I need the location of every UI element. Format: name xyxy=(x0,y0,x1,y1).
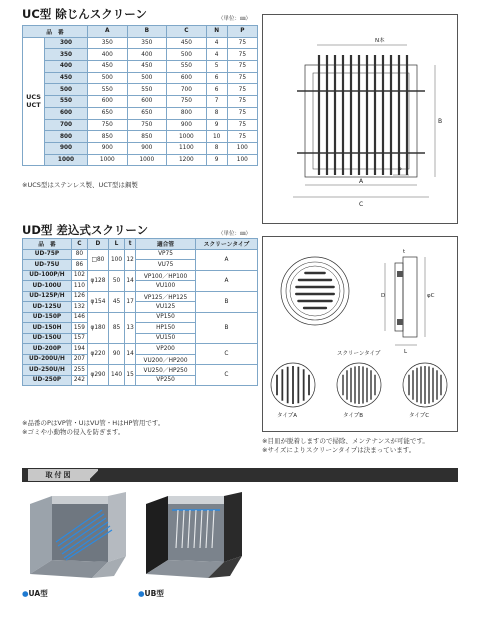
uc-cell: 900 xyxy=(167,119,207,131)
ud-cell-l: 140 xyxy=(109,365,125,386)
ud-cell-d: φ290 xyxy=(87,365,108,386)
uc-cell: 450 xyxy=(127,61,167,73)
ud-dim-d: D xyxy=(381,293,386,299)
uc-header-cell: N xyxy=(206,26,227,38)
ud-header-cell: 品 番 xyxy=(23,239,72,250)
ud-header-cell: t xyxy=(125,239,136,250)
ud-cell-c: 110 xyxy=(71,281,87,292)
ud-part-number: UD-100P/H xyxy=(23,270,72,281)
uc-cell: 800 xyxy=(45,131,88,143)
ud-note-1: ※品番のPはVP管・UはVU管・HはHP管用です。 xyxy=(22,419,165,427)
uc-cell: 7 xyxy=(206,96,227,108)
uc-group-label-2: UCT xyxy=(26,101,41,110)
ua-caption: ●UA型 xyxy=(22,589,48,598)
uc-cell: 600 xyxy=(45,107,88,119)
table-row xyxy=(23,344,258,355)
uc-dim-b: B xyxy=(438,118,443,125)
ud-screen-type-label: スクリーンタイプ xyxy=(337,351,381,357)
ud-part-number: UD-200P xyxy=(23,344,72,355)
uc-cell: 1000 xyxy=(167,131,207,143)
table-row xyxy=(23,119,258,131)
ud-cell-pipe: VU150 xyxy=(136,333,196,344)
uc-cell: 700 xyxy=(167,84,207,96)
ud-cell-c: 255 xyxy=(71,365,87,376)
uc-cell: 550 xyxy=(127,84,167,96)
uc-cell: 75 xyxy=(227,96,257,108)
uc-title: UC型 除じんスクリーン xyxy=(22,7,148,21)
ud-cell-pipe: VP150 xyxy=(136,312,196,323)
ud-part-number: UD-200U/H xyxy=(23,354,72,365)
uc-cell: 550 xyxy=(87,84,127,96)
ud-spec-table xyxy=(22,238,258,386)
uc-cell: 600 xyxy=(167,72,207,84)
ud-cell-type: A xyxy=(195,270,257,291)
uc-cell: 100 xyxy=(227,142,257,154)
uc-cell: 1200 xyxy=(167,154,207,166)
ud-part-number: UD-75U xyxy=(23,260,72,271)
ud-cell-c: 126 xyxy=(71,291,87,302)
uc-cell: 500 xyxy=(167,49,207,61)
table-row xyxy=(23,270,258,281)
ud-cell-c: 159 xyxy=(71,323,87,334)
uc-cell: 850 xyxy=(87,131,127,143)
uc-cell: 500 xyxy=(45,84,88,96)
uc-unit: （単位：㎜） xyxy=(218,16,252,22)
ud-cell-pipe: VU125 xyxy=(136,302,196,313)
uc-cell: 550 xyxy=(45,96,88,108)
uc-cell: 9 xyxy=(206,119,227,131)
ud-cell-c: 80 xyxy=(71,249,87,260)
ud-cell-type: C xyxy=(195,344,257,365)
uc-cell: 350 xyxy=(87,37,127,49)
uc-cell: 600 xyxy=(127,96,167,108)
install-section-bar xyxy=(22,468,458,482)
uc-cell: 500 xyxy=(127,72,167,84)
ud-cell-pipe: VP100／HP100 xyxy=(136,270,196,281)
ud-note-2: ※ゴミや小動物の侵入を防ぎます。 xyxy=(22,428,125,436)
ub-caption-text: UB型 xyxy=(144,589,164,598)
ud-screen-drawing xyxy=(263,237,458,432)
ud-header-cell: D xyxy=(87,239,108,250)
ud-part-number: UD-125P/H xyxy=(23,291,72,302)
uc-cell: 300 xyxy=(45,37,88,49)
uc-cell: 75 xyxy=(227,107,257,119)
uc-cell: 75 xyxy=(227,119,257,131)
ud-header-cell: L xyxy=(109,239,125,250)
ud-cell-c: 157 xyxy=(71,333,87,344)
ud-cell-t: 14 xyxy=(125,270,136,291)
ud-cell-d: φ180 xyxy=(87,312,108,344)
ud-part-number: UD-100U xyxy=(23,281,72,292)
ud-cell-pipe: VU250／HP250 xyxy=(136,365,196,376)
ud-table-header xyxy=(23,239,258,250)
uc-cell: 450 xyxy=(167,37,207,49)
ud-header-cell: スクリーンタイプ xyxy=(195,239,257,250)
uc-header-cell: A xyxy=(87,26,127,38)
ud-cell-c: 242 xyxy=(71,375,87,386)
uc-cell: 750 xyxy=(87,119,127,131)
table-row xyxy=(23,291,258,302)
ud-cell-c: 207 xyxy=(71,354,87,365)
ud-cell-pipe: VU75 xyxy=(136,260,196,271)
uc-cell: 350 xyxy=(127,37,167,49)
uc-cell: 900 xyxy=(127,142,167,154)
ud-part-number: UD-125U xyxy=(23,302,72,313)
uc-group-label xyxy=(23,37,45,166)
ud-cell-d: φ154 xyxy=(87,291,108,312)
table-row xyxy=(23,49,258,61)
table-row xyxy=(23,154,258,166)
ud-table-body xyxy=(23,249,258,386)
uc-cell: 900 xyxy=(87,142,127,154)
ud-type-c-label: タイプC xyxy=(409,413,430,419)
ub-caption: ●UB型 xyxy=(138,589,164,598)
ud-cell-d: φ220 xyxy=(87,344,108,365)
ud-cell-pipe: VU100 xyxy=(136,281,196,292)
table-row xyxy=(23,131,258,143)
ud-part-number: UD-150H xyxy=(23,323,72,334)
uc-cell: 550 xyxy=(167,61,207,73)
uc-cell: 400 xyxy=(127,49,167,61)
uc-cell: 450 xyxy=(45,72,88,84)
ud-cell-type: C xyxy=(195,365,257,386)
ud-header-cell: 適合管 xyxy=(136,239,196,250)
uc-cell: 1000 xyxy=(127,154,167,166)
table-row xyxy=(23,142,258,154)
ud-part-number: UD-150U xyxy=(23,333,72,344)
ud-diagram xyxy=(262,236,458,432)
ud-unit: （単位：㎜） xyxy=(218,231,252,237)
table-row xyxy=(23,365,258,376)
ua-caption-text: UA型 xyxy=(28,589,48,598)
uc-cell: 6 xyxy=(206,72,227,84)
uc-cell: 650 xyxy=(127,107,167,119)
ud-part-number: UD-75P xyxy=(23,249,72,260)
ud-cell-l: 85 xyxy=(109,312,125,344)
ud-type-a-label: タイプA xyxy=(277,413,297,419)
uc-cell: 400 xyxy=(45,61,88,73)
ud-side-note-1: ※目皿が脱着しますので掃除、メンテナンスが可能です。 xyxy=(262,437,429,445)
uc-cell: 75 xyxy=(227,61,257,73)
ud-part-number: UD-150P xyxy=(23,312,72,323)
uc-cell: 6 xyxy=(206,84,227,96)
table-row xyxy=(23,107,258,119)
uc-cell: 400 xyxy=(87,49,127,61)
ud-dim-c: φC xyxy=(427,293,435,299)
uc-cell: 4 xyxy=(206,49,227,61)
ud-cell-type: A xyxy=(195,249,257,270)
uc-cell: 850 xyxy=(127,131,167,143)
ud-dim-t: t xyxy=(403,249,406,255)
table-row xyxy=(23,72,258,84)
ud-cell-pipe: VP125／HP125 xyxy=(136,291,196,302)
ud-cell-pipe: VU200／HP200 xyxy=(136,354,196,365)
ud-cell-d: φ128 xyxy=(87,270,108,291)
uc-cell: 75 xyxy=(227,84,257,96)
table-row xyxy=(23,37,258,49)
ud-cell-t: 15 xyxy=(125,365,136,386)
uc-dim-p: P xyxy=(398,167,402,174)
uc-screen-drawing xyxy=(263,15,458,224)
uc-cell: 700 xyxy=(45,119,88,131)
ud-cell-c: 102 xyxy=(71,270,87,281)
ud-dim-l: L xyxy=(404,349,408,355)
table-row xyxy=(23,96,258,108)
uc-header-cell: 品 番 xyxy=(23,26,88,38)
ud-cell-pipe: VP250 xyxy=(136,375,196,386)
uc-cell: 500 xyxy=(87,72,127,84)
uc-cell: 5 xyxy=(206,61,227,73)
uc-diagram xyxy=(262,14,458,224)
uc-cell: 1000 xyxy=(87,154,127,166)
ud-cell-t: 12 xyxy=(125,249,136,270)
ud-cell-pipe: VP200 xyxy=(136,344,196,355)
uc-cell: 4 xyxy=(206,37,227,49)
ud-cell-l: 100 xyxy=(109,249,125,270)
install-section-cap xyxy=(90,469,98,481)
table-row xyxy=(23,312,258,323)
ud-cell-l: 90 xyxy=(109,344,125,365)
ud-cell-pipe: HP150 xyxy=(136,323,196,334)
uc-cell: 800 xyxy=(167,107,207,119)
table-row xyxy=(23,61,258,73)
uc-cell: 9 xyxy=(206,154,227,166)
ud-cell-c: 132 xyxy=(71,302,87,313)
uc-cell: 600 xyxy=(87,96,127,108)
ud-cell-type: B xyxy=(195,312,257,344)
ud-title: UD型 差込式スクリーン xyxy=(22,223,149,237)
install-section-title: 取付図 xyxy=(28,469,90,481)
uc-spec-table xyxy=(22,25,258,166)
ud-cell-pipe: VP75 xyxy=(136,249,196,260)
ud-side-note-2: ※サイズによりスクリーンタイプは決まっています。 xyxy=(262,446,416,454)
uc-cell: 1000 xyxy=(45,154,88,166)
ud-cell-t: 17 xyxy=(125,291,136,312)
uc-cell: 8 xyxy=(206,142,227,154)
uc-cell: 10 xyxy=(206,131,227,143)
uc-group-label-1: UCS xyxy=(26,93,41,102)
uc-cell: 1100 xyxy=(167,142,207,154)
uc-cell: 450 xyxy=(87,61,127,73)
ud-cell-t: 13 xyxy=(125,312,136,344)
uc-cell: 8 xyxy=(206,107,227,119)
ud-header-cell: C xyxy=(71,239,87,250)
ud-cell-l: 50 xyxy=(109,270,125,291)
uc-header-cell: B xyxy=(127,26,167,38)
table-row xyxy=(23,84,258,96)
uc-cell: 650 xyxy=(87,107,127,119)
uc-header-cell: P xyxy=(227,26,257,38)
ub-illustration xyxy=(138,490,246,582)
ud-cell-c: 194 xyxy=(71,344,87,355)
uc-cell: 100 xyxy=(227,154,257,166)
uc-cell: 75 xyxy=(227,49,257,61)
uc-dim-c: C xyxy=(359,201,364,208)
ud-cell-d: □80 xyxy=(87,249,108,270)
uc-note: ※UCS型はステンレス製、UCT型は鋼製 xyxy=(22,181,138,189)
table-row xyxy=(23,249,258,260)
uc-cell: 750 xyxy=(127,119,167,131)
uc-cell: 75 xyxy=(227,72,257,84)
ud-cell-t: 14 xyxy=(125,344,136,365)
uc-cell: 350 xyxy=(45,49,88,61)
uc-cell: 900 xyxy=(45,142,88,154)
uc-table-body xyxy=(23,37,258,166)
ud-cell-c: 86 xyxy=(71,260,87,271)
uc-cell: 75 xyxy=(227,37,257,49)
ud-part-number: UD-250U/H xyxy=(23,365,72,376)
uc-cell: 75 xyxy=(227,131,257,143)
uc-cell: 750 xyxy=(167,96,207,108)
uc-table-header xyxy=(23,26,258,38)
ud-cell-c: 146 xyxy=(71,312,87,323)
uc-dim-n: N本 xyxy=(375,38,385,44)
ua-illustration xyxy=(22,490,130,582)
uc-header-cell: C xyxy=(167,26,207,38)
uc-dim-a: A xyxy=(359,178,364,185)
ud-cell-l: 45 xyxy=(109,291,125,312)
ud-type-b-label: タイプB xyxy=(343,413,363,419)
ud-part-number: UD-250P xyxy=(23,375,72,386)
ud-cell-type: B xyxy=(195,291,257,312)
